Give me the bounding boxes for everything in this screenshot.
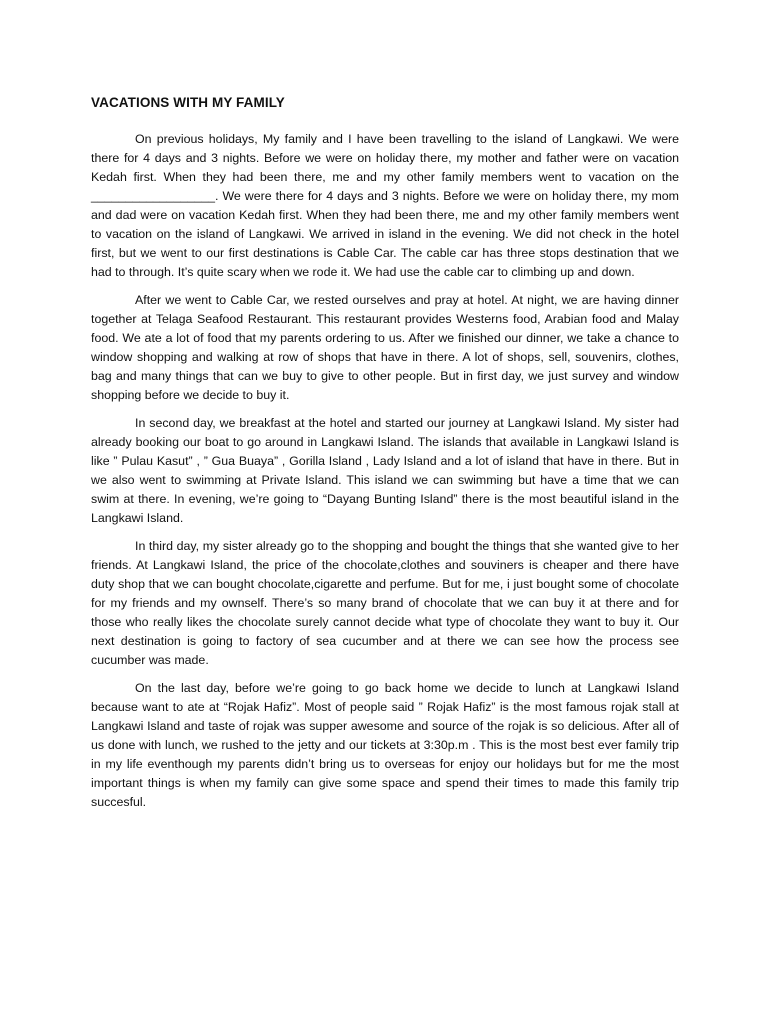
paragraph-5: On the last day, before we’re going to go back home we decide to lunch at Langkawi Island because want to ate at “Rojak Hafiz”. Most of people said ” Rojak Hafiz” is the most famous rojak stall at Langkawi Island and taste of rojak was supper awesome and source of the rojak is so delicious. After all of us done with lunch, we rushed to the jetty and our tickets at 3:30p.m . This is the most best ever family trip in my life eventhough my parents didn’t bring us to overseas for enjoy our holidays but for me the most important things is when my family can give some space and spend their times to made this family trip succesful. xyxy=(91,681,679,809)
paragraph-4: In third day, my sister already go to the shopping and bought the things that she wanted give to her friends. At Langkawi Island, the price of the chocolate,clothes and souviners is cheaper and there have duty shop that we can bought chocolate,cigarette and perfume. But for me, i just bought some of chocolate for my friends and my ownself. There’s so many brand of chocolate that we can buy it at there and for those who really likes the chocolate surely cannot decide what type of chocolate they want to buy it. Our next destination is going to factory of sea cucumber and at there we can see how the process see cucumber was made. xyxy=(91,539,679,667)
paragraph-1: On previous holidays, My family and I have been travelling to the island of Langkawi. We were there for 4 days and 3 nights. Before we were on holiday there, my mother and father were on vacation Kedah first. When they had been there, me and my other family members went to vacation on the __________________. We were there for 4 days and 3 nights. Before we were on holiday there, my mom and dad were on vacation Kedah first. When they had been there, me and my other family members went to vacation on the island of Langkawi. We arrived in island in the evening. We did not check in the hotel first, but we went to our first destinations is Cable Car. The cable car has three stops destination that we had to through. It’s quite scary when we rode it. We had use the cable car to climbing up and down. xyxy=(91,132,679,279)
document-page xyxy=(91,94,679,821)
paragraph-2: After we went to Cable Car, we rested ourselves and pray at hotel. At night, we are having dinner together at Telaga Seafood Restaurant. This restaurant provides Westerns food, Arabian food and Malay food. We ate a lot of food that my parents ordering to us. After we finished our dinner, we take a chance to window shopping and walking at row of shops that have in there. A lot of shops, sell, souvenirs, clothes, bag and many things that can we buy to give to other people. But in first day, we just survey and window shopping before we decide to buy it. xyxy=(91,293,679,402)
document-title: VACATIONS WITH MY FAMILY xyxy=(91,95,285,110)
paragraph-3: In second day, we breakfast at the hotel and started our journey at Langkawi Island. My sister had already booking our boat to go around in Langkawi Island. The islands that available in Langkawi Island is like ” Pulau Kasut” , ” Gua Buaya” , Gorilla Island , Lady Island and a lot of island that have in there. But in we also went to swimming at Private Island. This island we can swimming but have a time that we can swim at there. In evening, we’re going to “Dayang Bunting Island” there is the most beautiful island in the Langkawi Island. xyxy=(91,416,679,525)
